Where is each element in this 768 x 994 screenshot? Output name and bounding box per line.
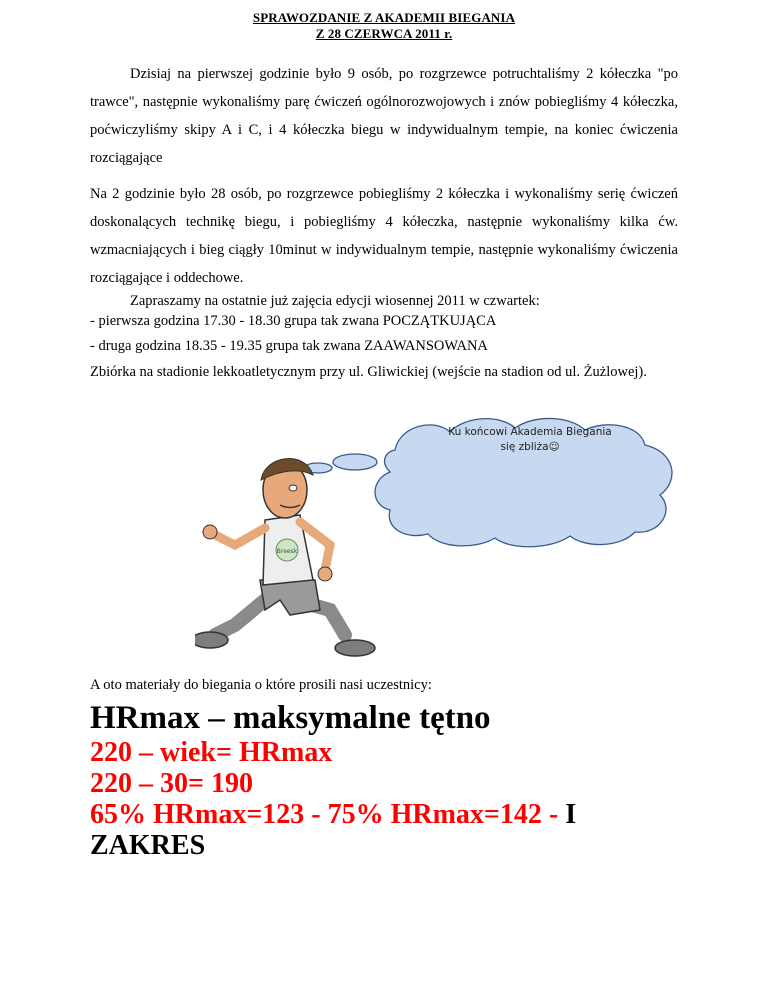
- hrmax-heading: HRmax – maksymalne tętno: [90, 700, 491, 736]
- hrmax-formula: 220 – wiek= HRmax: [90, 737, 333, 768]
- paragraph-second-hour: Na 2 godzinie było 28 osób, po rozgrzewce pobiegliśmy 2 kółeczka i wykonaliśmy serię ćwiczeń doskonalących technikę biegu, i pobiegliśmy 4 kółeczka, następnie wykonaliśmy kilka ćw. wzmacniających i bieg ciągły 10minut w indywidualnym tempie, następnie wykonaliśmy ćwiczenia rozciągające i oddechowe.: [90, 186, 678, 286]
- materials-intro: A oto materiały do biegania o które prosili nasi uczestnicy:: [90, 677, 432, 693]
- venue-text: Zbiórka na stadionie lekkoatletycznym przy ul. Gliwickiej (wejście na stadion od ul. Żużlowej).: [90, 364, 647, 380]
- zone-label: ZAKRES: [90, 830, 206, 861]
- shirt-logo-text: Breesk: [276, 548, 298, 555]
- zone-one-values: 65% HRmax=123 - 75% HRmax=142 -: [90, 799, 566, 830]
- zone-one-range: [90, 799, 576, 831]
- zone-one-number: I: [565, 799, 577, 830]
- cloud-message: [430, 425, 630, 455]
- hrmax-example: 220 – 30= 190: [90, 768, 253, 799]
- group-beginners: - pierwsza godzina 17.30 - 18.30 grupa tak zwana POCZĄTKUJĄCA: [90, 313, 497, 329]
- running-man-cartoon-icon: [195, 450, 395, 670]
- invitation-text: Zapraszamy na ostatnie już zajęcia edycji wiosennej 2011 w czwartek:: [130, 293, 540, 309]
- cloud-line-2: się zbliża☺: [500, 441, 560, 453]
- cloud-line-1: Ku końcowi Akademia Biegania: [448, 426, 612, 438]
- group-advanced: - druga godzina 18.35 - 19.35 grupa tak zwana ZAAWANSOWANA: [90, 338, 488, 354]
- paragraph-first-hour: Dzisiaj na pierwszej godzinie było 9 osób, po rozgrzewce potruchtaliśmy 2 kółeczka "po trawce", następnie wykonaliśmy parę ćwiczeń ogólnorozwojowych i znów pobiegliśmy 4 kółeczka, poćwiczyliśmy skipy A i C, i 4 kółeczka biegu w indywidualnym tempie, na koniec ćwiczenia rozciągające: [90, 66, 678, 166]
- report-date: Z 28 CZERWCA 2011 r.: [315, 26, 453, 41]
- report-title: SPRAWOZDANIE Z AKADEMII BIEGANIA: [252, 10, 516, 25]
